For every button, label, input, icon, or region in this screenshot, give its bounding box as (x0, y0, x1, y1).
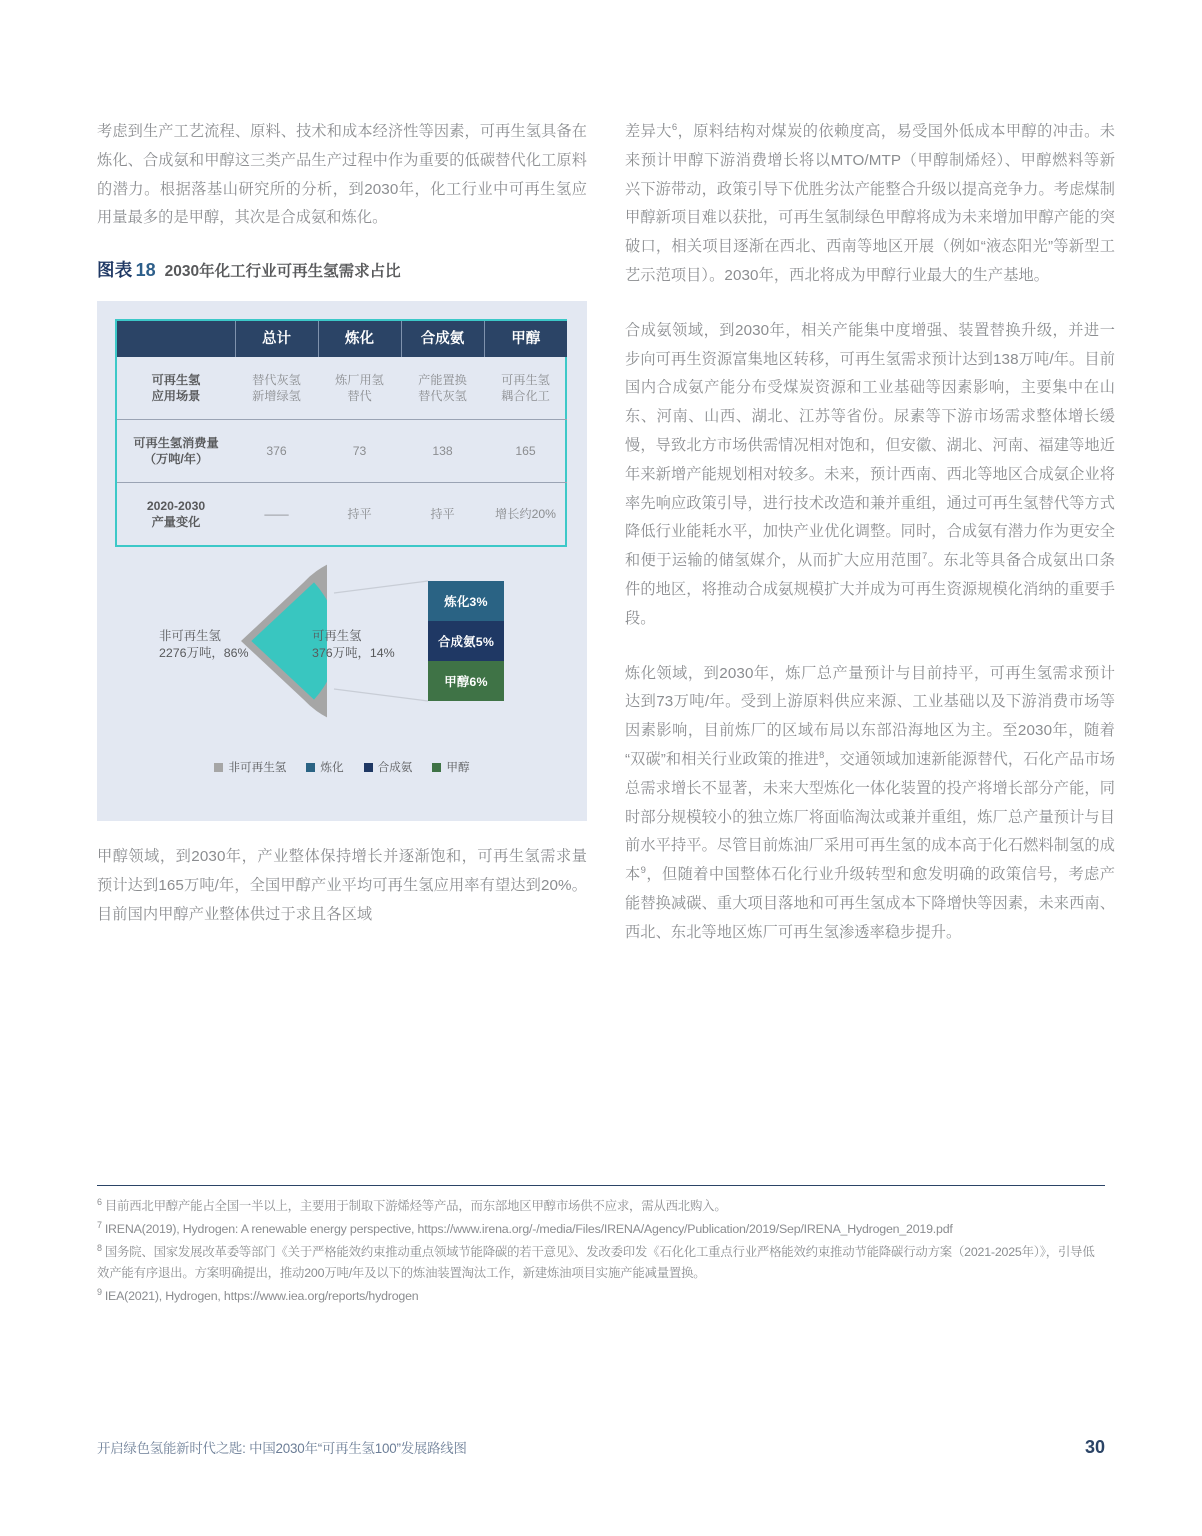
renewable-hydrogen-table (115, 319, 567, 547)
cell-line: —— (264, 507, 289, 522)
left-column (97, 118, 587, 956)
rowhead-line: 可再生氢 (151, 373, 201, 388)
paragraph-text: 差异大 (625, 123, 672, 140)
cell-line: 替代灰氢 (252, 373, 301, 388)
pie-label-renewable (312, 628, 395, 662)
table-header-row (117, 321, 567, 357)
footnote-ref-7: 7 (922, 551, 928, 563)
figure-title: 2030年化工行业可再生氢需求占比 (164, 263, 401, 281)
paragraph-text: ，但随着中国整体石化行业升级转型和愈发明确的政策信号，考虑产能替换减碳、重大项目落地和可再生氢成本下降增快等因素，未来西南、西北、东北等地区炼厂可再生氢渗透率稳步提升。 (625, 866, 1115, 941)
figure-panel (97, 301, 587, 821)
table-row (117, 357, 567, 420)
table-rowhead-application (117, 357, 235, 420)
paragraph-ammonia (625, 317, 1115, 634)
legend-item-methanol (432, 759, 469, 775)
rowhead-line: 2020-2030 (146, 499, 206, 514)
pie-label-line: 可再生氢 (312, 629, 362, 644)
legend-item-refining (306, 759, 343, 775)
footnote-divider (97, 1185, 1105, 1186)
leader-line-top (334, 581, 428, 593)
footnotes (97, 1185, 1105, 1309)
footnote-text: IRENA(2019), Hydrogen: A renewable energy perspective, https://www.irena.org/-/media/Files/IRENA/Agency/Publication/2019/Sep/IRENA_Hydrogen_2019.pdf (104, 1222, 953, 1236)
table-header-ammonia: 合成氨 (401, 321, 484, 357)
rowhead-line: 应用场景 (151, 389, 201, 404)
figure-label: 图表 (97, 260, 133, 281)
legend-label: 甲醇 (446, 761, 470, 775)
legend-item-ammonia (364, 759, 413, 775)
table-cell (401, 357, 484, 420)
rowhead-line: 产量变化 (151, 515, 201, 530)
table-cell (484, 357, 567, 420)
table-header-total: 总计 (235, 321, 318, 357)
table-rowhead-consumption (117, 420, 235, 483)
paragraph-text: 炼化领域，到2030年，炼厂总产量预计与目前持平，可再生氢需求预计达到73万吨/年。受到上游原料供应来源、工业基础以及下游消费市场等因素影响，目前炼厂的区域布局以东部沿海地区为主。至2030年，随着“双碳”和相关行业政策的推进 (625, 664, 1115, 768)
footnote-7 (97, 1219, 1105, 1240)
footnote-ref-6: 6 (671, 121, 678, 133)
footer-title: 开启绿色氢能新时代之匙: 中国2030年“可再生氢100”发展路线图 (97, 1441, 467, 1456)
figure-number: 18 (135, 260, 156, 281)
cell-line: 替代 (347, 389, 372, 404)
breakout-segment-refining: 炼化3% (428, 581, 504, 621)
legend-swatch-icon (214, 763, 223, 772)
table-cell (318, 420, 401, 483)
breakout-segment-methanol: 甲醇6% (428, 661, 504, 701)
legend-swatch-icon (432, 763, 441, 772)
rowhead-line: 可再生氢消费量 (133, 436, 219, 451)
footnote-ref-9: 9 (640, 865, 647, 877)
cell-line: 持平 (430, 507, 455, 522)
leader-line-bottom (334, 689, 428, 701)
footnote-6 (97, 1196, 1105, 1217)
legend-item-non-renewable (214, 759, 286, 775)
paragraph-text: 。东北等具备合成氨出口条件的地区，将推动合成氨规模扩大并成为可再生资源规模化消纳的重要手段。 (625, 552, 1115, 627)
footnote-marker: 6 (97, 1196, 102, 1207)
table-cell (318, 357, 401, 420)
cell-line: 可再生氢 (501, 373, 550, 388)
table-cell (401, 420, 484, 483)
footnote-text: 国务院、国家发展改革委等部门《关于严格能效约束推动重点领域节能降碳的若干意见》、发改委印发《石化化工重点行业严格能效约束推动节能降碳行动方案（2021-2025年）》，引导低效产能有序退出。方案明确提出，推动200万吨/年及以下的炼油装置淘汰工作，新建炼油项目实施产能减量置换。 (97, 1245, 1095, 1280)
paragraph-text: ，交通领域加速新能源替代，石化产品市场总需求增长不显著，未来大型炼化一体化装置的投产将增长部分产能，同时部分规模较小的独立炼厂将面临淘汰或兼并重组，炼厂总产量预计与目前水平持平。尽管目前炼油厂采用可再生氢的成本高于化石燃料制氢的成本 (625, 750, 1116, 884)
legend-swatch-icon (364, 763, 373, 772)
right-column (625, 118, 1115, 974)
paragraph-text: ，原料结构对煤炭的依赖度高，易受国外低成本甲醇的冲击。未来预计甲醇下游消费增长将以MTO/MTP（甲醇制烯烃）、甲醇燃料等新兴下游带动，政策引导下优胜劣汰产能整合升级以提高竞争力。考虑煤制甲醇新项目难以获批，可再生氢制绿色甲醇将成为未来增加甲醇产能的突破口，相关项目逐渐在西北、西南等地区开展（例如“液态阳光”等新型工艺示范项目）。2030年，西北将成为甲醇行业最大的生产基地。 (625, 123, 1115, 284)
rowhead-line: （万吨/年） (143, 452, 209, 467)
pie-label-line: 非可再生氢 (159, 629, 221, 644)
table-row (117, 420, 567, 483)
legend-label: 非可再生氢 (228, 761, 287, 775)
figure-caption (97, 259, 587, 283)
legend-label: 炼化 (320, 761, 344, 775)
footnote-text: 目前西北甲醇产能占全国一半以上，主要用于制取下游烯烃等产品，而东部地区甲醇市场供不应求，需从西北购入。 (104, 1199, 727, 1213)
table-cell (235, 420, 318, 483)
footnote-9 (97, 1286, 1105, 1307)
table-header-methanol: 甲醇 (484, 321, 567, 357)
paragraph-methanol-cont (625, 118, 1115, 291)
footnote-text: IEA(2021), Hydrogen, https://www.iea.org/reports/hydrogen (104, 1289, 419, 1303)
footnote-marker: 8 (97, 1242, 102, 1253)
cell-line: 138 (432, 444, 453, 459)
paragraph-methanol: 甲醇领域，到2030年，产业整体保持增长并逐渐饱和，可再生氢需求量预计达到165万吨/年，全国甲醇产业平均可再生氢应用率有望达到20%。目前国内甲醇产业整体供过于求且各区域 (97, 848, 587, 923)
cell-line: 耦合化工 (501, 389, 550, 404)
cell-line: 165 (515, 444, 536, 459)
pie-label-line: 2276万吨，86% (159, 646, 249, 661)
table-header-refining: 炼化 (318, 321, 401, 357)
legend-label: 合成氨 (377, 761, 413, 775)
pie-label-line: 376万吨，14% (312, 646, 395, 661)
cell-line: 炼厂用氢 (335, 373, 384, 388)
table-cell (484, 420, 567, 483)
table-header-blank (117, 321, 235, 357)
chart-legend (97, 759, 587, 775)
page-footer (97, 1437, 1105, 1458)
cell-line: 替代灰氢 (418, 389, 467, 404)
paragraph-text: 合成氨领域，到2030年，相关产能集中度增强、装置替换升级，并进一步向可再生资源富集地区转移，可再生氢需求预计达到138万吨/年。目前国内合成氨产能分布受煤炭资源和工业基础等因素影响，主要集中在山东、河南、山西、湖北、江苏等省份。尿素等下游市场需求整体增长缓慢，导致北方市场供需情况相对饱和，但安徽、湖北、河南、福建等地近年来新增产能规划相对较多。未来，预计西南、西北等地区合成氨企业将率先响应政策引导，进行技术改造和兼并重组，通过可再生氢替代等方式降低行业能耗水平，加快产业优化调整。同时，合成氨有潜力作为更安全和便于运输的储氢媒介，从而扩大应用范围 (625, 321, 1115, 570)
footnote-8 (97, 1242, 1105, 1284)
cell-line: 增长约20% (495, 507, 556, 522)
paragraph-intro: 考虑到生产工艺流程、原料、技术和成本经济性等因素，可再生氢具备在炼化、合成氨和甲醇这三类产品生产过程中作为重要的低碳替代化工原料的潜力。根据落基山研究所的分析，到2030年，化工行业中可再生氢应用量最多的是甲醇，其次是合成氨和炼化。 (97, 123, 587, 227)
cell-line: 持平 (347, 507, 372, 522)
paragraph-refining (625, 660, 1115, 948)
cell-line: 376 (266, 444, 287, 459)
pie-chart (97, 523, 587, 821)
figure-18 (97, 259, 587, 821)
table-cell (235, 357, 318, 420)
legend-swatch-icon (306, 763, 315, 772)
cell-line: 73 (352, 444, 367, 459)
footnote-marker: 9 (97, 1286, 102, 1297)
page-number: 30 (1084, 1437, 1105, 1457)
cell-line: 新增绿氢 (252, 389, 301, 404)
pie-label-non-renewable (159, 628, 249, 662)
footnote-ref-8: 8 (818, 749, 825, 761)
breakout-stack (428, 581, 504, 701)
footnote-marker: 7 (97, 1219, 102, 1230)
cell-line: 产能置换 (418, 373, 467, 388)
breakout-segment-ammonia: 合成氨5% (428, 621, 504, 661)
